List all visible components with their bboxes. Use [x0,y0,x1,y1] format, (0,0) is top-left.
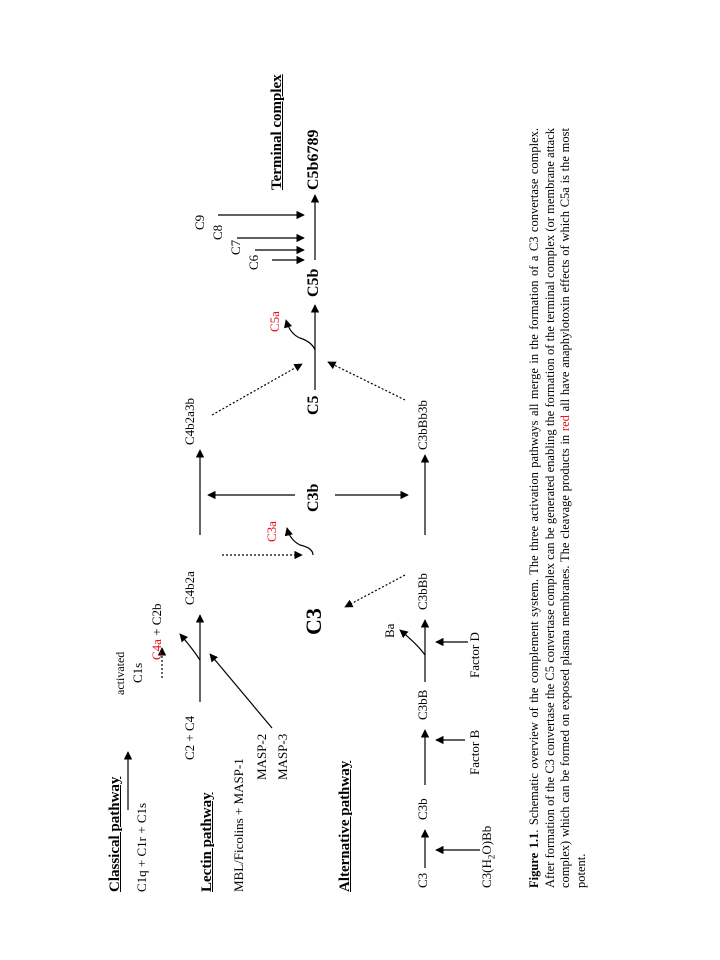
lectin-masp3: MASP-3 [275,733,290,780]
factor-d: Factor D [467,632,482,678]
alternative-pathway-title: Alternative pathway [337,760,353,892]
activated-label: activated [113,651,127,695]
c3-h2o-bb [480,826,497,888]
c7-label: C7 [228,239,243,255]
caption-red-word: red [558,415,572,432]
c4b2a: C4b2a [182,571,197,605]
c3h2o-subscript: 2 [486,854,497,860]
c4a-c2b [150,604,163,660]
caption-label: Figure 1.1 [527,832,541,888]
classical-components: C1q + C1r + C1s [134,802,149,892]
alt-c3: C3 [415,872,430,888]
lectin-pathway-title: Lectin pathway [199,792,215,892]
c6-label: C6 [246,254,261,270]
c4b2a3b: C4b2a3b [182,398,197,445]
c2-c4: C2 + C4 [182,715,197,760]
alt-c3b: C3b [415,798,430,820]
lectin-line1: MBL/Ficolins + MASP-1 [231,758,246,892]
factor-b: Factor B [467,729,482,775]
central-c5b: C5b [305,268,322,297]
c5a-product: C5a [267,311,282,332]
caption-text-2: all have anaphylotoxin effects of which C5a is the most potent. [558,128,588,888]
central-c3: C3 [301,608,326,635]
split-ba [400,630,425,655]
activated-c1s: C1s [130,662,145,683]
c3bb: C3bB [415,689,430,720]
caption-text-1: . Schematic overview of the complement system. The three activation pathways all merge in the formation of a C3 convertase complex. After formation of the C3 convertase the C5 convertase complex can be generated enabling the formation of the terminal complex (or membrane attack complex) which can be formed on exposed plasma membranes. The cleavage products in [527,128,572,888]
c3bbb3b: C3bBb3b [415,400,430,450]
figure-caption [527,128,589,888]
c8-label: C8 [210,224,225,240]
c3bbb: C3bBb [415,573,430,610]
terminal-complex: C5b6789 [305,129,322,190]
c3a-product: C3a [264,521,279,542]
dotted-c3bbb-c3 [345,575,405,607]
c3h2o-suffix: O)Bb [479,825,494,855]
c9-label: C9 [192,214,207,230]
c2b-product: + C2b [149,603,164,640]
split-c5a [286,320,315,350]
central-c5: C5 [305,395,322,415]
c4a-product: C4a [149,639,164,660]
classical-pathway-title: Classical pathway [107,776,123,892]
ba-product: Ba [382,623,397,638]
lectin-masp2: MASP-2 [254,733,269,780]
central-c3b: C3b [305,483,322,512]
arrow-masp [210,654,272,728]
split-c4a [180,634,200,660]
c3h2o-prefix: C3(H [479,859,494,888]
terminal-complex-title: Terminal complex [269,74,285,190]
split-c3a [287,528,313,555]
dotted-c3bbb3b-c5 [328,362,405,400]
dotted-c4b2a3b-c5 [212,364,302,415]
